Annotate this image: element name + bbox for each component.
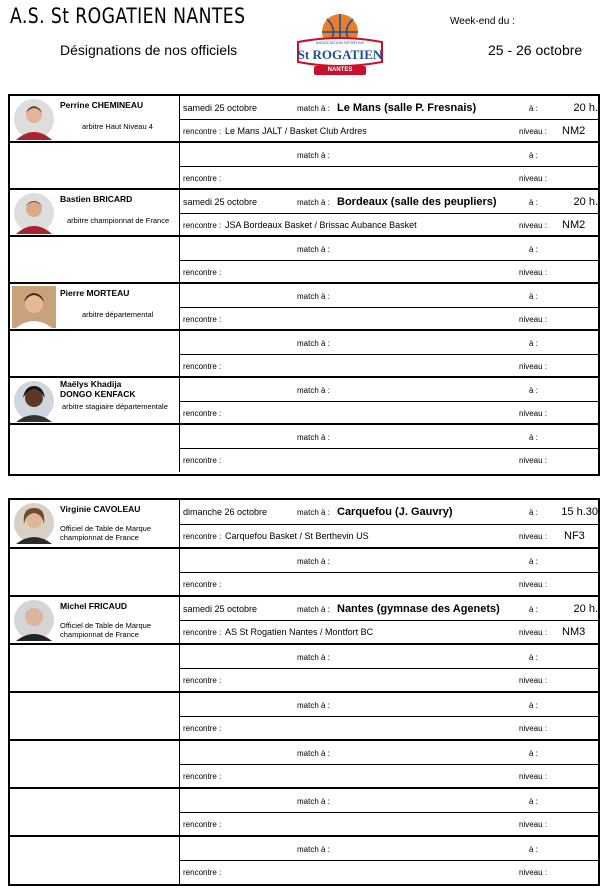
official-role-line2: championnat de France (60, 630, 139, 639)
logo-main-text: St ROGATIEN (297, 47, 383, 62)
rencontre-label: rencontre : (183, 532, 222, 541)
person-photo-icon (12, 380, 56, 422)
rencontre-value: JSA Bordeaux Basket / Brissac Aubance Basket (225, 220, 417, 230)
rencontre-label: rencontre : (183, 772, 222, 781)
official-cell (10, 425, 180, 472)
time-label: à : (529, 749, 538, 758)
time-label: à : (529, 845, 538, 854)
official-role: arbitre championnat de France (67, 216, 170, 225)
assignment-info (180, 237, 598, 282)
assignment-info (180, 597, 598, 643)
official-photo (12, 286, 56, 328)
weekend-label: Week-end du : (450, 16, 515, 27)
match-label: match à : (297, 292, 330, 301)
niveau-label: niveau : (519, 315, 548, 324)
empty-row (10, 237, 598, 284)
match-label: match à : (297, 151, 330, 160)
club-title: A.S. St ROGATIEN NANTES (10, 4, 246, 28)
assignment-info (180, 645, 598, 691)
rencontre-label: rencontre : (183, 580, 222, 589)
niveau-label: niveau : (519, 409, 548, 418)
official-photo (12, 192, 56, 234)
official-role: arbitre Haut Niveau 4 (82, 122, 153, 131)
niveau-value: NM2 (562, 125, 586, 137)
table-officials-table (8, 498, 600, 886)
time-label: à : (529, 797, 538, 806)
niveau-value: NF3 (564, 530, 585, 542)
official-role: Officiel de Table de Marque (60, 524, 152, 533)
rencontre-label: rencontre : (183, 724, 222, 733)
niveau-label: niveau : (519, 820, 548, 829)
empty-row (10, 837, 598, 884)
match-label: match à : (297, 339, 330, 348)
official-row (10, 96, 598, 143)
official-cell (10, 284, 180, 329)
assignment-info (180, 789, 598, 835)
niveau-label: niveau : (519, 724, 548, 733)
official-name: Bastien BRICARD (60, 194, 133, 204)
official-cell (10, 96, 180, 141)
rencontre-label: rencontre : (183, 456, 222, 465)
match-label: match à : (297, 198, 330, 207)
rencontre-label: rencontre : (183, 315, 222, 324)
assignment-info (180, 143, 598, 188)
official-cell (10, 693, 180, 739)
rencontre-label: rencontre : (183, 174, 222, 183)
rencontre-label: rencontre : (183, 820, 222, 829)
official-name: Virginie CAVOLEAU (60, 504, 141, 514)
time-label: à : (529, 508, 538, 517)
official-row (10, 597, 598, 645)
niveau-label: niveau : (519, 868, 548, 877)
match-label: match à : (297, 104, 330, 113)
time-label: à : (529, 339, 538, 348)
match-label: match à : (297, 245, 330, 254)
niveau-label: niveau : (519, 628, 548, 637)
niveau-label: niveau : (519, 221, 548, 230)
match-time: 20 h. (573, 102, 598, 114)
rencontre-value: Le Mans JALT / Basket Club Ardres (225, 126, 367, 136)
page-subtitle: Désignations de nos officiels (60, 42, 238, 58)
match-label: match à : (297, 508, 330, 517)
assignment-info (180, 331, 598, 376)
official-row (10, 378, 598, 425)
time-label: à : (529, 433, 538, 442)
person-photo-icon (12, 286, 56, 328)
official-cell (10, 597, 180, 643)
match-label: match à : (297, 386, 330, 395)
person-photo-icon (12, 502, 56, 544)
referees-table (8, 94, 600, 476)
rencontre-label: rencontre : (183, 676, 222, 685)
official-cell (10, 789, 180, 835)
empty-row (10, 143, 598, 190)
match-date: dimanche 26 octobre (183, 507, 268, 517)
rencontre-value: AS St Rogatien Nantes / Montfort BC (225, 627, 374, 637)
match-venue: Carquefou (J. Gauvry) (337, 506, 453, 518)
empty-row (10, 741, 598, 789)
time-label: à : (529, 151, 538, 160)
match-label: match à : (297, 557, 330, 566)
time-label: à : (529, 557, 538, 566)
rencontre-label: rencontre : (183, 628, 222, 637)
assignment-info (180, 837, 598, 884)
match-venue: Bordeaux (salle des peupliers) (337, 196, 497, 208)
empty-row (10, 549, 598, 597)
match-date: samedi 25 octobre (183, 197, 258, 207)
official-cell (10, 190, 180, 235)
official-photo (12, 380, 56, 422)
rencontre-label: rencontre : (183, 362, 222, 371)
niveau-label: niveau : (519, 580, 548, 589)
time-label: à : (529, 292, 538, 301)
assignment-info (180, 425, 598, 472)
match-date: samedi 25 octobre (183, 604, 258, 614)
official-photo (12, 502, 56, 544)
niveau-label: niveau : (519, 532, 548, 541)
assignment-info (180, 693, 598, 739)
match-label: match à : (297, 433, 330, 442)
time-label: à : (529, 104, 538, 113)
logo-bottom-text: NANTES (327, 67, 353, 73)
official-cell (10, 143, 180, 188)
match-label: match à : (297, 701, 330, 710)
empty-row (10, 331, 598, 378)
niveau-label: niveau : (519, 127, 548, 136)
official-photo (12, 599, 56, 641)
time-label: à : (529, 198, 538, 207)
official-cell (10, 741, 180, 787)
empty-row (10, 789, 598, 837)
official-cell (10, 500, 180, 547)
assignment-info (180, 190, 598, 235)
assignment-info (180, 741, 598, 787)
match-label: match à : (297, 749, 330, 758)
weekend-dates: 25 - 26 octobre (488, 42, 583, 58)
time-label: à : (529, 386, 538, 395)
person-photo-icon (12, 192, 56, 234)
official-name: Perrine CHEMINEAU (60, 100, 144, 110)
assignment-info (180, 284, 598, 329)
time-label: à : (529, 605, 538, 614)
niveau-value: NM3 (562, 626, 586, 638)
match-label: match à : (297, 605, 330, 614)
time-label: à : (529, 653, 538, 662)
assignment-info (180, 549, 598, 595)
official-role: Officiel de Table de Marque (60, 621, 152, 630)
match-label: match à : (297, 797, 330, 806)
assignment-info (180, 96, 598, 141)
logo-top-text: ASSOCIATION SPORTIVE (315, 40, 365, 45)
niveau-value: NM2 (562, 219, 586, 231)
niveau-label: niveau : (519, 174, 548, 183)
official-cell (10, 837, 180, 884)
rencontre-value: Carquefou Basket / St Berthevin US (225, 531, 369, 541)
empty-row (10, 645, 598, 693)
match-time: 20 h. (573, 603, 598, 615)
assignment-info (180, 500, 598, 547)
match-label: match à : (297, 653, 330, 662)
official-role: arbitre départemental (82, 310, 154, 319)
official-photo (12, 98, 56, 140)
rencontre-label: rencontre : (183, 268, 222, 277)
time-label: à : (529, 245, 538, 254)
assignment-info (180, 378, 598, 423)
official-cell (10, 645, 180, 691)
niveau-label: niveau : (519, 456, 548, 465)
official-cell (10, 378, 180, 423)
time-label: à : (529, 701, 538, 710)
rencontre-label: rencontre : (183, 221, 222, 230)
official-role-line2: championnat de France (60, 533, 139, 542)
club-logo (296, 10, 384, 76)
niveau-label: niveau : (519, 676, 548, 685)
match-time: 15 h.30 (561, 506, 598, 518)
official-row (10, 284, 598, 331)
empty-row (10, 693, 598, 741)
official-name: Maëlys Khadija (60, 379, 122, 389)
rencontre-label: rencontre : (183, 127, 222, 136)
person-photo-icon (12, 599, 56, 641)
official-row (10, 500, 598, 549)
match-label: match à : (297, 845, 330, 854)
official-row (10, 190, 598, 237)
official-name: Michel FRICAUD (60, 601, 128, 611)
match-venue: Nantes (gymnase des Agenets) (337, 603, 500, 615)
official-name: Pierre MORTEAU (60, 288, 130, 298)
empty-row (10, 425, 598, 472)
match-date: samedi 25 octobre (183, 103, 258, 113)
person-photo-icon (12, 98, 56, 140)
official-cell (10, 331, 180, 376)
official-name-line2: DONGO KENFACK (60, 389, 136, 399)
niveau-label: niveau : (519, 362, 548, 371)
match-venue: Le Mans (salle P. Fresnais) (337, 102, 477, 114)
niveau-label: niveau : (519, 268, 548, 277)
rencontre-label: rencontre : (183, 409, 222, 418)
official-cell (10, 237, 180, 282)
official-role: arbitre stagiaire départementale (62, 402, 168, 411)
niveau-label: niveau : (519, 772, 548, 781)
official-cell (10, 549, 180, 595)
match-time: 20 h. (573, 196, 598, 208)
rencontre-label: rencontre : (183, 868, 222, 877)
